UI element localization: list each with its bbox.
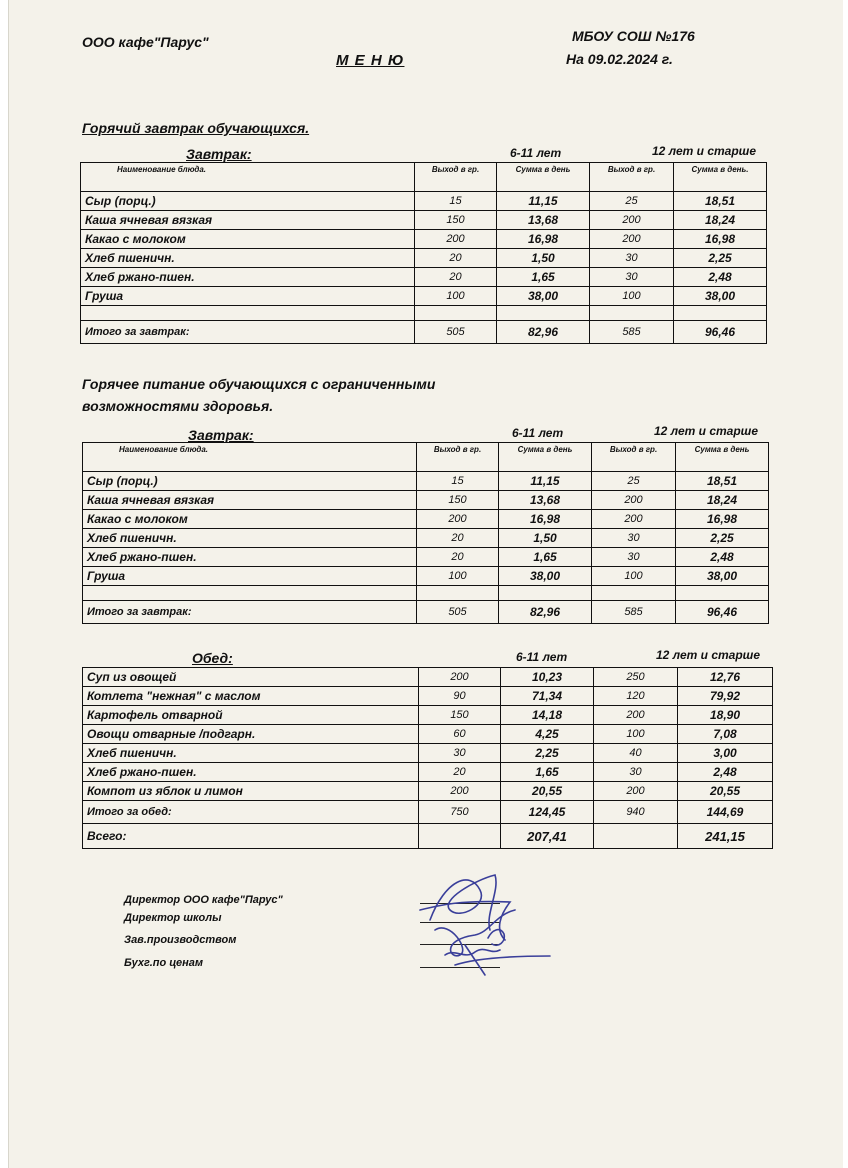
sum-6-11: 16,98 — [499, 510, 592, 529]
sum-12plus: 2,48 — [676, 548, 769, 567]
total-output-6-11: 505 — [417, 601, 499, 624]
table-row — [83, 472, 769, 491]
header-output-2: Выход в гр. — [590, 163, 674, 192]
header-dish-name: Наименование блюда. — [81, 163, 415, 192]
lunch-meal-label: Обед: — [192, 650, 233, 666]
section1-title: Горячий завтрак обучающихся. — [82, 120, 310, 136]
section2-meal-label: Завтрак: — [188, 427, 254, 443]
sum-12plus: 2,48 — [678, 763, 773, 782]
output-12plus: 200 — [592, 510, 676, 529]
total-sum-6-11: 82,96 — [499, 601, 592, 624]
sum-6-11: 20,55 — [501, 782, 594, 801]
output-6-11: 100 — [415, 287, 497, 306]
sum-12plus: 38,00 — [676, 567, 769, 586]
total-label: Итого за завтрак: — [81, 321, 415, 344]
table-row — [81, 268, 767, 287]
dish-name: Хлеб пшеничн. — [81, 249, 415, 268]
dish-name: Сыр (порц.) — [83, 472, 417, 491]
total-label: Итого за обед: — [83, 801, 419, 824]
header-output-1: Выход в гр. — [415, 163, 497, 192]
dish-name: Груша — [81, 287, 415, 306]
sum-6-11: 38,00 — [497, 287, 590, 306]
output-6-11: 200 — [419, 782, 501, 801]
table-row — [83, 763, 773, 782]
sum-6-11: 13,68 — [497, 211, 590, 230]
total-sum-12plus: 96,46 — [674, 321, 767, 344]
output-12plus: 250 — [594, 668, 678, 687]
output-12plus: 200 — [590, 211, 674, 230]
output-12plus: 30 — [592, 529, 676, 548]
total-output-12plus: 940 — [594, 801, 678, 824]
output-6-11: 200 — [417, 510, 499, 529]
table-row — [83, 668, 773, 687]
sum-12plus: 16,98 — [676, 510, 769, 529]
sum-12plus: 18,51 — [674, 192, 767, 211]
table-row — [83, 725, 773, 744]
output-6-11: 150 — [417, 491, 499, 510]
sum-12plus: 79,92 — [678, 687, 773, 706]
header-output-1: Выход в гр. — [417, 443, 499, 472]
total-row — [81, 321, 767, 344]
output-12plus: 30 — [594, 763, 678, 782]
grand-total-12plus: 241,15 — [678, 824, 773, 849]
sum-6-11: 11,15 — [499, 472, 592, 491]
section1-age2: 12 лет и старше — [652, 144, 757, 158]
output-6-11: 150 — [419, 706, 501, 725]
output-12plus: 200 — [594, 782, 678, 801]
section1-meal-label: Завтрак: — [186, 146, 252, 162]
dish-name: Хлеб ржано-пшен. — [81, 268, 415, 287]
sum-6-11: 1,65 — [499, 548, 592, 567]
output-6-11: 60 — [419, 725, 501, 744]
sum-6-11: 1,65 — [497, 268, 590, 287]
output-6-11: 20 — [415, 249, 497, 268]
dish-name: Каша ячневая вязкая — [83, 491, 417, 510]
dish-name: Груша — [83, 567, 417, 586]
sum-12plus: 16,98 — [674, 230, 767, 249]
total-sum-12plus: 144,69 — [678, 801, 773, 824]
total-row — [83, 801, 773, 824]
dish-name: Хлеб пшеничн. — [83, 744, 419, 763]
lunch-age2: 12 лет и старше — [656, 648, 761, 662]
sum-12plus: 3,00 — [678, 744, 773, 763]
sum-6-11: 1,65 — [501, 763, 594, 782]
output-6-11: 20 — [415, 268, 497, 287]
menu-title: М Е Н Ю — [336, 52, 405, 69]
header-sum-1: Сумма в день — [499, 443, 592, 472]
table-row — [83, 510, 769, 529]
output-6-11: 15 — [415, 192, 497, 211]
output-6-11: 150 — [415, 211, 497, 230]
table-row — [83, 706, 773, 725]
total-output-6-11: 505 — [415, 321, 497, 344]
total-output-12plus: 585 — [592, 601, 676, 624]
dish-name: Картофель отварной — [83, 706, 419, 725]
sum-6-11: 13,68 — [499, 491, 592, 510]
sum-12plus: 2,48 — [674, 268, 767, 287]
signature-label-accountant: Бухг.по ценам — [124, 957, 203, 969]
output-12plus: 30 — [590, 268, 674, 287]
sum-6-11: 11,15 — [497, 192, 590, 211]
handwritten-signature — [400, 860, 560, 980]
grand-total-6-11: 207,41 — [501, 824, 594, 849]
total-label: Итого за завтрак: — [83, 601, 417, 624]
sum-12plus: 18,90 — [678, 706, 773, 725]
output-12plus: 200 — [592, 491, 676, 510]
empty-row — [81, 306, 767, 321]
breakfast-table-2 — [82, 442, 769, 624]
dish-name: Суп из овощей — [83, 668, 419, 687]
dish-name: Сыр (порц.) — [81, 192, 415, 211]
output-6-11: 15 — [417, 472, 499, 491]
output-6-11: 20 — [417, 548, 499, 567]
sum-12plus: 18,24 — [676, 491, 769, 510]
sum-12plus: 2,25 — [676, 529, 769, 548]
sum-6-11: 71,34 — [501, 687, 594, 706]
section2-title-line1: Горячее питание обучающихся с ограниченными — [82, 376, 436, 392]
table-header-row — [83, 443, 769, 472]
lunch-age1: 6-11 лет — [516, 650, 568, 664]
section1-age1: 6-11 лет — [510, 146, 562, 160]
dish-name: Какао с молоком — [81, 230, 415, 249]
total-output-6-11: 750 — [419, 801, 501, 824]
total-output-12plus: 585 — [590, 321, 674, 344]
sum-12plus: 38,00 — [674, 287, 767, 306]
grand-total-row — [83, 824, 773, 849]
school-name: МБОУ СОШ №176 — [572, 28, 695, 44]
header-sum-2: Сумма в день. — [674, 163, 767, 192]
table-row — [83, 782, 773, 801]
sum-6-11: 1,50 — [499, 529, 592, 548]
table-row — [83, 687, 773, 706]
section2-age2: 12 лет и старше — [654, 424, 759, 438]
signature-label-production-head: Зав.производством — [124, 934, 237, 946]
output-12plus: 200 — [590, 230, 674, 249]
total-row — [83, 601, 769, 624]
output-6-11: 30 — [419, 744, 501, 763]
header-sum-2: Сумма в день — [676, 443, 769, 472]
output-12plus: 30 — [592, 548, 676, 567]
table-row — [83, 744, 773, 763]
section2-title-line2: возможностями здоровья. — [82, 398, 274, 414]
table-row — [81, 230, 767, 249]
table-row — [81, 287, 767, 306]
dish-name: Компот из яблок и лимон — [83, 782, 419, 801]
output-12plus: 25 — [592, 472, 676, 491]
sum-12plus: 18,51 — [676, 472, 769, 491]
dish-name: Хлеб ржано-пшен. — [83, 763, 419, 782]
sum-12plus: 18,24 — [674, 211, 767, 230]
sum-6-11: 4,25 — [501, 725, 594, 744]
output-12plus: 30 — [590, 249, 674, 268]
sum-12plus: 12,76 — [678, 668, 773, 687]
empty-row — [83, 586, 769, 601]
total-sum-6-11: 124,45 — [501, 801, 594, 824]
output-12plus: 100 — [590, 287, 674, 306]
table-row — [83, 491, 769, 510]
header-sum-1: Сумма в день — [497, 163, 590, 192]
grand-total-label: Всего: — [83, 824, 419, 849]
menu-date: На 09.02.2024 г. — [566, 51, 673, 67]
sum-6-11: 14,18 — [501, 706, 594, 725]
lunch-table — [82, 667, 773, 849]
output-6-11: 200 — [419, 668, 501, 687]
breakfast-table-1 — [80, 162, 767, 344]
output-6-11: 90 — [419, 687, 501, 706]
table-header-row — [81, 163, 767, 192]
output-12plus: 25 — [590, 192, 674, 211]
table-row — [81, 211, 767, 230]
dish-name: Какао с молоком — [83, 510, 417, 529]
output-12plus: 100 — [592, 567, 676, 586]
output-12plus: 40 — [594, 744, 678, 763]
output-12plus: 100 — [594, 725, 678, 744]
sum-12plus: 2,25 — [674, 249, 767, 268]
dish-name: Овощи отварные /подгарн. — [83, 725, 419, 744]
sum-6-11: 1,50 — [497, 249, 590, 268]
table-row — [81, 249, 767, 268]
dish-name: Котлета "нежная" с маслом — [83, 687, 419, 706]
sum-12plus: 7,08 — [678, 725, 773, 744]
sum-6-11: 16,98 — [497, 230, 590, 249]
cafe-name: ООО кафе"Парус" — [82, 34, 209, 50]
sum-6-11: 38,00 — [499, 567, 592, 586]
table-row — [83, 567, 769, 586]
signature-label-cafe-director: Директор ООО кафе"Парус" — [124, 894, 283, 906]
table-row — [83, 529, 769, 548]
output-12plus: 200 — [594, 706, 678, 725]
sum-6-11: 10,23 — [501, 668, 594, 687]
table-row — [81, 192, 767, 211]
output-6-11: 100 — [417, 567, 499, 586]
total-sum-12plus: 96,46 — [676, 601, 769, 624]
signature-label-school-director: Директор школы — [124, 912, 222, 924]
table-row — [83, 548, 769, 567]
header-dish-name: Наименование блюда. — [83, 443, 417, 472]
dish-name: Хлеб пшеничн. — [83, 529, 417, 548]
output-12plus: 120 — [594, 687, 678, 706]
section2-age1: 6-11 лет — [512, 426, 564, 440]
output-6-11: 200 — [415, 230, 497, 249]
dish-name: Каша ячневая вязкая — [81, 211, 415, 230]
sum-12plus: 20,55 — [678, 782, 773, 801]
total-sum-6-11: 82,96 — [497, 321, 590, 344]
header-output-2: Выход в гр. — [592, 443, 676, 472]
dish-name: Хлеб ржано-пшен. — [83, 548, 417, 567]
output-6-11: 20 — [417, 529, 499, 548]
sum-6-11: 2,25 — [501, 744, 594, 763]
output-6-11: 20 — [419, 763, 501, 782]
